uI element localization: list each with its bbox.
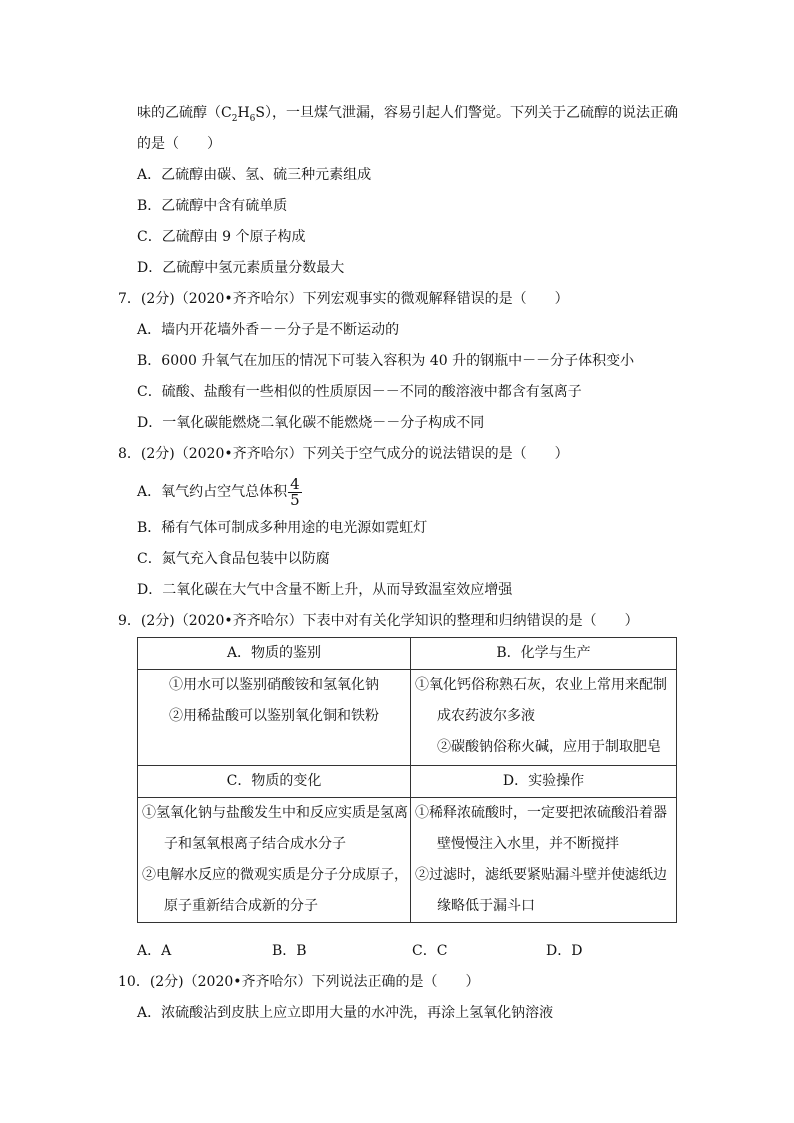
q9-option-b: B．B <box>272 943 307 959</box>
cell-line: 子和氢氧根离子结合成水分子 <box>164 836 346 852</box>
fraction <box>288 474 302 509</box>
cell-line: 原子重新结合成新的分子 <box>164 898 318 914</box>
table-header-c: C．物质的变化 <box>138 766 411 798</box>
cell-line: ①用水可以鉴别硝酸铵和氢氧化钠 <box>169 677 379 693</box>
q6-stem-text: S），一旦煤气泄漏，容易引起人们警觉。下列关于乙硫醇的说法正确 <box>255 105 678 121</box>
q8-option-d: D．二氧化碳在大气中含量不断上升，从而导致温室效应增强 <box>137 582 513 598</box>
q6-formula-sub: 2 <box>231 113 238 124</box>
cell-line: 缘略低于漏斗口 <box>437 898 535 914</box>
q8-option-b: B．稀有气体可制成多种用途的电光源如霓虹灯 <box>137 520 428 536</box>
fraction-denominator: 5 <box>290 490 300 509</box>
q7-option-b: B．6000 升氧气在加压的情况下可装入容积为 40 升的钢瓶中－－分子体积变小 <box>137 353 635 369</box>
q6-stem-line1 <box>137 103 678 129</box>
q6-stem-text: 味的乙硫醇（C <box>137 105 232 121</box>
q9-option-c: C．C <box>412 943 448 959</box>
q9-stem: 9．(2分)（2020•齐齐哈尔）下表中对有关化学知识的整理和归纳错误的是（ ） <box>118 613 639 629</box>
table-header-a: A．物质的鉴别 <box>138 638 411 670</box>
q7-option-a: A．墙内开花墙外香－－分子是不断运动的 <box>137 322 400 338</box>
fraction-numerator: 4 <box>290 474 300 493</box>
cell-line: ①氧化钙俗称熟石灰，农业上常用来配制 <box>415 677 667 693</box>
q9-knowledge-table <box>137 637 677 923</box>
q8-option-c: C．氮气充入食品包装中以防腐 <box>137 551 330 567</box>
q8-stem: 8．(2分)（2020•齐齐哈尔）下列关于空气成分的说法错误的是（ ） <box>118 446 569 462</box>
cell-line: 成农药波尔多液 <box>437 708 535 724</box>
q7-option-d: D．一氧化碳能燃烧二氧化碳不能燃烧－－分子构成不同 <box>137 415 485 431</box>
q6-formula-sub: 6 <box>249 113 256 124</box>
q8-option-a-text: A．氧气约占空气总体积 <box>137 484 288 500</box>
q9-option-d: D．D <box>546 943 583 959</box>
table-cell-b <box>411 670 677 766</box>
q6-formula-h: H <box>237 105 250 121</box>
q6-stem-line2: 的是（ ） <box>137 136 221 152</box>
q7-option-c: C．硫酸、盐酸有一些相似的性质原因－－不同的酸溶液中都含有氢离子 <box>137 384 582 400</box>
q6-option-d: D．乙硫醇中氢元素质量分数最大 <box>137 260 345 276</box>
cell-line: ②电解水反应的微观实质是分子分成原子， <box>142 867 408 883</box>
cell-line: 壁慢慢注入水里，并不断搅拌 <box>437 836 619 852</box>
q6-option-a: A．乙硫醇由碳、氢、硫三种元素组成 <box>137 167 372 183</box>
q10-option-a: A．浓硫酸沾到皮肤上应立即用大量的水冲洗，再涂上氢氧化钠溶液 <box>137 1005 554 1021</box>
q6-option-b: B．乙硫醇中含有硫单质 <box>137 198 288 214</box>
q10-stem: 10．(2分)（2020•齐齐哈尔）下列说法正确的是（ ） <box>118 974 480 990</box>
cell-line: ②用稀盐酸可以鉴别氧化铜和铁粉 <box>169 708 379 724</box>
table-cell-c <box>138 798 411 923</box>
cell-line: ①氢氧化钠与盐酸发生中和反应实质是氢离 <box>142 805 408 821</box>
table-header-b: B．化学与生产 <box>411 638 677 670</box>
q8-option-a <box>137 474 302 510</box>
q6-option-c: C．乙硫醇由 9 个原子构成 <box>137 229 306 245</box>
table-cell-a <box>138 670 411 766</box>
table-header-d: D．实验操作 <box>411 766 677 798</box>
cell-line: ②碳酸钠俗称火碱，应用于制取肥皂 <box>437 739 661 755</box>
cell-line: ①稀释浓硫酸时，一定要把浓硫酸沿着器 <box>415 805 667 821</box>
q9-option-a: A．A <box>137 943 172 959</box>
cell-line: ②过滤时，滤纸要紧贴漏斗壁并使滤纸边 <box>415 867 667 883</box>
q7-stem: 7．(2分)（2020•齐齐哈尔）下列宏观事实的微观解释错误的是（ ） <box>118 291 569 307</box>
table-cell-d <box>411 798 677 923</box>
